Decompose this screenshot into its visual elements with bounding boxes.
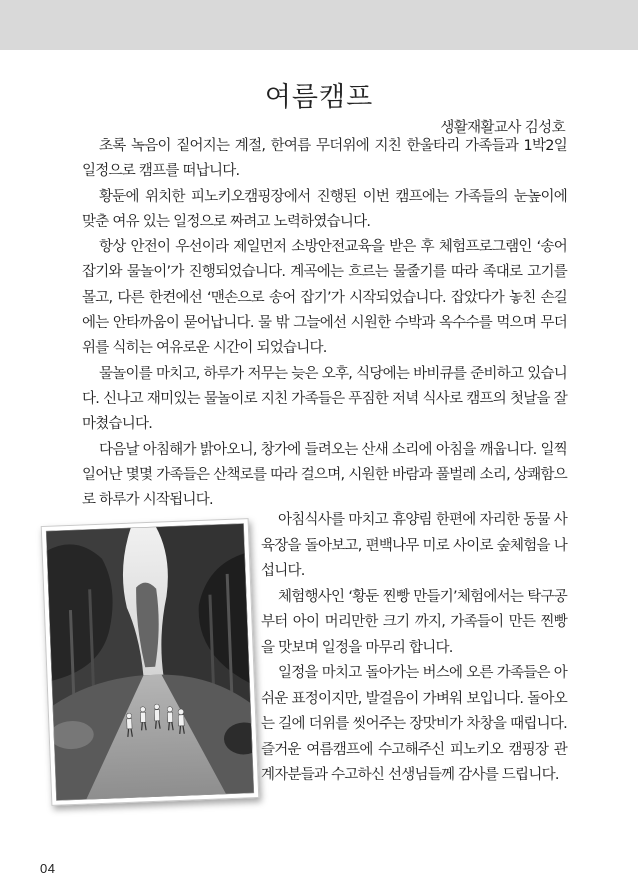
paragraph: 체험행사인 ‘황둔 찐빵 만들기’체험에서는 탁구공부터 아이 머리만한 크기 까지, 가족들이 만든 찐빵을 맛보며 일정을 마무리 합니다.: [261, 588, 567, 656]
article-body-side: [261, 508, 567, 789]
header-band: [0, 0, 638, 50]
article-body: [82, 134, 567, 513]
paragraph: 일정을 마치고 돌아가는 버스에 오른 가족들은 아쉬운 표정이지만, 발걸음이 가벼워 보입니다. 돌아오는 길에 더위를 씻어주는 장맛비가 차창을 때립니다. 즐거운 여름캠프에 수고해주신 피노키오 캠핑장 관계자분들과 수고하신 선생님들께 감사를 드립니다.: [261, 665, 567, 783]
page-number: 04: [40, 861, 56, 876]
paragraph: 황둔에 위치한 피노키오캠핑장에서 진행된 이번 캠프에는 가족들의 눈높이에 맞춘 여유 있는 일정으로 짜려고 노력하였습니다.: [82, 188, 567, 230]
author-byline: 생활재활교사 김성호: [440, 120, 565, 136]
paragraph: 물놀이를 마치고, 하루가 저무는 늦은 오후, 식당에는 바비큐를 준비하고 있습니다. 신나고 재미있는 물놀이로 지친 가족들은 푸짐한 저녁 식사로 캠프의 첫날을 잘 마쳤습니다.: [82, 365, 567, 433]
paragraph: 초록 녹음이 짙어지는 계절, 한여름 무더위에 지친 한울타리 가족들과 1박2일 일정으로 캠프를 떠납니다.: [82, 138, 567, 180]
paragraph: 항상 안전이 우선이라 제일먼저 소방안전교육을 받은 후 체험프로그램인 ‘송어잡기와 물놀이’가 진행되었습니다. 계곡에는 흐르는 물줄기를 따라 족대로 고기를 몰고, 다른 한켠에선 ‘맨손으로 송어 잡기’가 시작되었습니다. 잡았다가 놓친 손길에는 안타까움이 묻어납니다. 물 밖 그늘에선 시원한 수박과 옥수수를 먹으며 무더위를 식히는 여유로운 시간이 되었습니다.: [82, 239, 567, 357]
article-title: 여름캠프: [264, 82, 374, 113]
forest-walk-photo: [41, 518, 260, 806]
paragraph: 다음날 아침해가 밝아오니, 창가에 들려오는 산새 소리에 아침을 깨웁니다. 일찍 일어난 몇몇 가족들은 산책로를 따라 걸으며, 시원한 바람과 풀벌레 소리, 상쾌함으로 하루가 시작됩니다.: [82, 441, 567, 509]
paragraph: 아침식사를 마치고 휴양림 한편에 자리한 동물 사육장을 돌아보고, 편백나무 미로 사이로 숲체험을 나섭니다.: [261, 512, 567, 579]
